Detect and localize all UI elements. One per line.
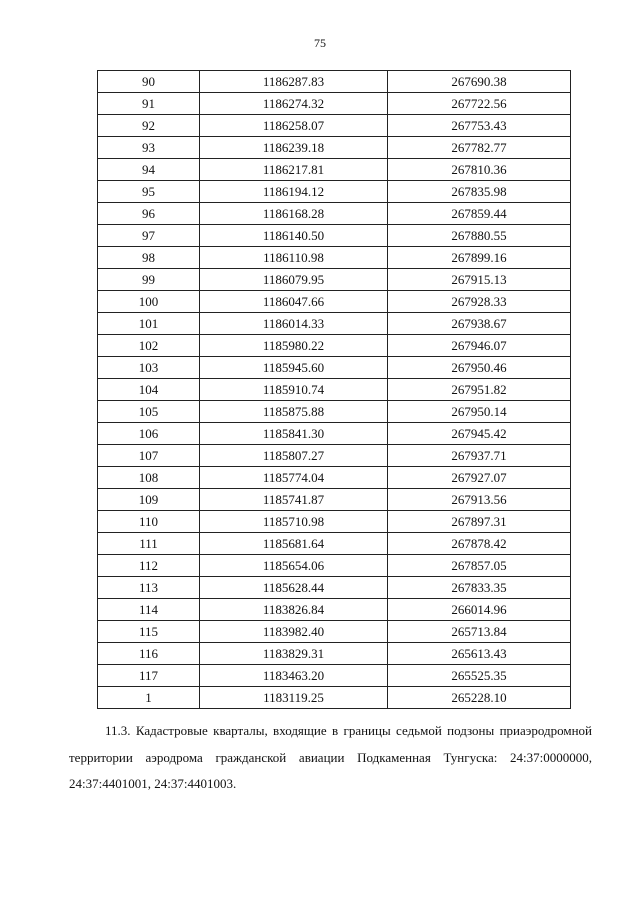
y-coordinate-cell: 267928.33 bbox=[388, 291, 571, 313]
y-coordinate-cell: 267913.56 bbox=[388, 489, 571, 511]
x-coordinate-cell: 1183826.84 bbox=[200, 599, 388, 621]
y-coordinate-cell: 267915.13 bbox=[388, 269, 571, 291]
x-coordinate-cell: 1185774.04 bbox=[200, 467, 388, 489]
y-coordinate-cell: 267950.14 bbox=[388, 401, 571, 423]
x-coordinate-cell: 1185710.98 bbox=[200, 511, 388, 533]
table-row bbox=[98, 269, 571, 291]
page-number: 75 bbox=[314, 36, 326, 50]
point-number-cell: 102 bbox=[98, 335, 200, 357]
y-coordinate-cell: 267946.07 bbox=[388, 335, 571, 357]
table-row bbox=[98, 577, 571, 599]
y-coordinate-cell: 267878.42 bbox=[388, 533, 571, 555]
table-row bbox=[98, 687, 571, 709]
table-row bbox=[98, 511, 571, 533]
x-coordinate-cell: 1186287.83 bbox=[200, 71, 388, 93]
point-number-cell: 112 bbox=[98, 555, 200, 577]
point-number-cell: 104 bbox=[98, 379, 200, 401]
x-coordinate-cell: 1186168.28 bbox=[200, 203, 388, 225]
y-coordinate-cell: 267859.44 bbox=[388, 203, 571, 225]
point-number-cell: 92 bbox=[98, 115, 200, 137]
y-coordinate-cell: 267880.55 bbox=[388, 225, 571, 247]
point-number-cell: 1 bbox=[98, 687, 200, 709]
x-coordinate-cell: 1186258.07 bbox=[200, 115, 388, 137]
point-number-cell: 117 bbox=[98, 665, 200, 687]
y-coordinate-cell: 267722.56 bbox=[388, 93, 571, 115]
table-row bbox=[98, 247, 571, 269]
table-row bbox=[98, 93, 571, 115]
x-coordinate-cell: 1186140.50 bbox=[200, 225, 388, 247]
point-number-cell: 105 bbox=[98, 401, 200, 423]
x-coordinate-cell: 1186194.12 bbox=[200, 181, 388, 203]
table-row bbox=[98, 379, 571, 401]
x-coordinate-cell: 1183829.31 bbox=[200, 643, 388, 665]
coordinates-table bbox=[97, 70, 571, 709]
y-coordinate-cell: 265613.43 bbox=[388, 643, 571, 665]
point-number-cell: 110 bbox=[98, 511, 200, 533]
x-coordinate-cell: 1185945.60 bbox=[200, 357, 388, 379]
x-coordinate-cell: 1185875.88 bbox=[200, 401, 388, 423]
x-coordinate-cell: 1185841.30 bbox=[200, 423, 388, 445]
table-row bbox=[98, 225, 571, 247]
y-coordinate-cell: 267950.46 bbox=[388, 357, 571, 379]
x-coordinate-cell: 1186047.66 bbox=[200, 291, 388, 313]
point-number-cell: 97 bbox=[98, 225, 200, 247]
table-row bbox=[98, 423, 571, 445]
point-number-cell: 115 bbox=[98, 621, 200, 643]
y-coordinate-cell: 267927.07 bbox=[388, 467, 571, 489]
y-coordinate-cell: 265713.84 bbox=[388, 621, 571, 643]
point-number-cell: 109 bbox=[98, 489, 200, 511]
point-number-cell: 94 bbox=[98, 159, 200, 181]
point-number-cell: 101 bbox=[98, 313, 200, 335]
table-row bbox=[98, 467, 571, 489]
x-coordinate-cell: 1185628.44 bbox=[200, 577, 388, 599]
y-coordinate-cell: 266014.96 bbox=[388, 599, 571, 621]
point-number-cell: 90 bbox=[98, 71, 200, 93]
point-number-cell: 91 bbox=[98, 93, 200, 115]
y-coordinate-cell: 267937.71 bbox=[388, 445, 571, 467]
point-number-cell: 103 bbox=[98, 357, 200, 379]
x-coordinate-cell: 1186217.81 bbox=[200, 159, 388, 181]
x-coordinate-cell: 1185980.22 bbox=[200, 335, 388, 357]
table-row bbox=[98, 335, 571, 357]
table-row bbox=[98, 445, 571, 467]
point-number-cell: 98 bbox=[98, 247, 200, 269]
point-number-cell: 96 bbox=[98, 203, 200, 225]
x-coordinate-cell: 1183982.40 bbox=[200, 621, 388, 643]
table-row bbox=[98, 643, 571, 665]
y-coordinate-cell: 267690.38 bbox=[388, 71, 571, 93]
point-number-cell: 114 bbox=[98, 599, 200, 621]
y-coordinate-cell: 267782.77 bbox=[388, 137, 571, 159]
y-coordinate-cell: 267899.16 bbox=[388, 247, 571, 269]
point-number-cell: 107 bbox=[98, 445, 200, 467]
point-number-cell: 116 bbox=[98, 643, 200, 665]
table-row bbox=[98, 555, 571, 577]
x-coordinate-cell: 1186014.33 bbox=[200, 313, 388, 335]
point-number-cell: 111 bbox=[98, 533, 200, 555]
table-row bbox=[98, 665, 571, 687]
point-number-cell: 113 bbox=[98, 577, 200, 599]
table-row bbox=[98, 137, 571, 159]
table-row bbox=[98, 357, 571, 379]
x-coordinate-cell: 1185681.64 bbox=[200, 533, 388, 555]
table-row bbox=[98, 71, 571, 93]
x-coordinate-cell: 1183463.20 bbox=[200, 665, 388, 687]
table-row bbox=[98, 533, 571, 555]
table-row bbox=[98, 291, 571, 313]
point-number-cell: 93 bbox=[98, 137, 200, 159]
y-coordinate-cell: 267810.36 bbox=[388, 159, 571, 181]
x-coordinate-cell: 1185741.87 bbox=[200, 489, 388, 511]
table-row bbox=[98, 621, 571, 643]
y-coordinate-cell: 267897.31 bbox=[388, 511, 571, 533]
y-coordinate-cell: 265525.35 bbox=[388, 665, 571, 687]
point-number-cell: 100 bbox=[98, 291, 200, 313]
table-row bbox=[98, 313, 571, 335]
x-coordinate-cell: 1186239.18 bbox=[200, 137, 388, 159]
table-row bbox=[98, 489, 571, 511]
point-number-cell: 106 bbox=[98, 423, 200, 445]
y-coordinate-cell: 267938.67 bbox=[388, 313, 571, 335]
y-coordinate-cell: 267945.42 bbox=[388, 423, 571, 445]
table-row bbox=[98, 181, 571, 203]
y-coordinate-cell: 267835.98 bbox=[388, 181, 571, 203]
y-coordinate-cell: 265228.10 bbox=[388, 687, 571, 709]
x-coordinate-cell: 1183119.25 bbox=[200, 687, 388, 709]
table-row bbox=[98, 599, 571, 621]
table-row bbox=[98, 159, 571, 181]
point-number-cell: 108 bbox=[98, 467, 200, 489]
table-row bbox=[98, 115, 571, 137]
point-number-cell: 99 bbox=[98, 269, 200, 291]
point-number-cell: 95 bbox=[98, 181, 200, 203]
x-coordinate-cell: 1186079.95 bbox=[200, 269, 388, 291]
y-coordinate-cell: 267753.43 bbox=[388, 115, 571, 137]
coordinates-table-body bbox=[98, 71, 571, 709]
y-coordinate-cell: 267833.35 bbox=[388, 577, 571, 599]
y-coordinate-cell: 267951.82 bbox=[388, 379, 571, 401]
cadastral-quarters-paragraph: 11.3. Кадастровые кварталы, входящие в границы седьмой подзоны приаэродромной территории аэродрома гражданской авиации Подкаменная Тунгуска: 24:37:0000000, 24:37:4401001, 24:37:4401003. bbox=[69, 723, 592, 791]
table-row bbox=[98, 401, 571, 423]
x-coordinate-cell: 1185654.06 bbox=[200, 555, 388, 577]
x-coordinate-cell: 1186274.32 bbox=[200, 93, 388, 115]
x-coordinate-cell: 1186110.98 bbox=[200, 247, 388, 269]
x-coordinate-cell: 1185910.74 bbox=[200, 379, 388, 401]
y-coordinate-cell: 267857.05 bbox=[388, 555, 571, 577]
x-coordinate-cell: 1185807.27 bbox=[200, 445, 388, 467]
table-row bbox=[98, 203, 571, 225]
